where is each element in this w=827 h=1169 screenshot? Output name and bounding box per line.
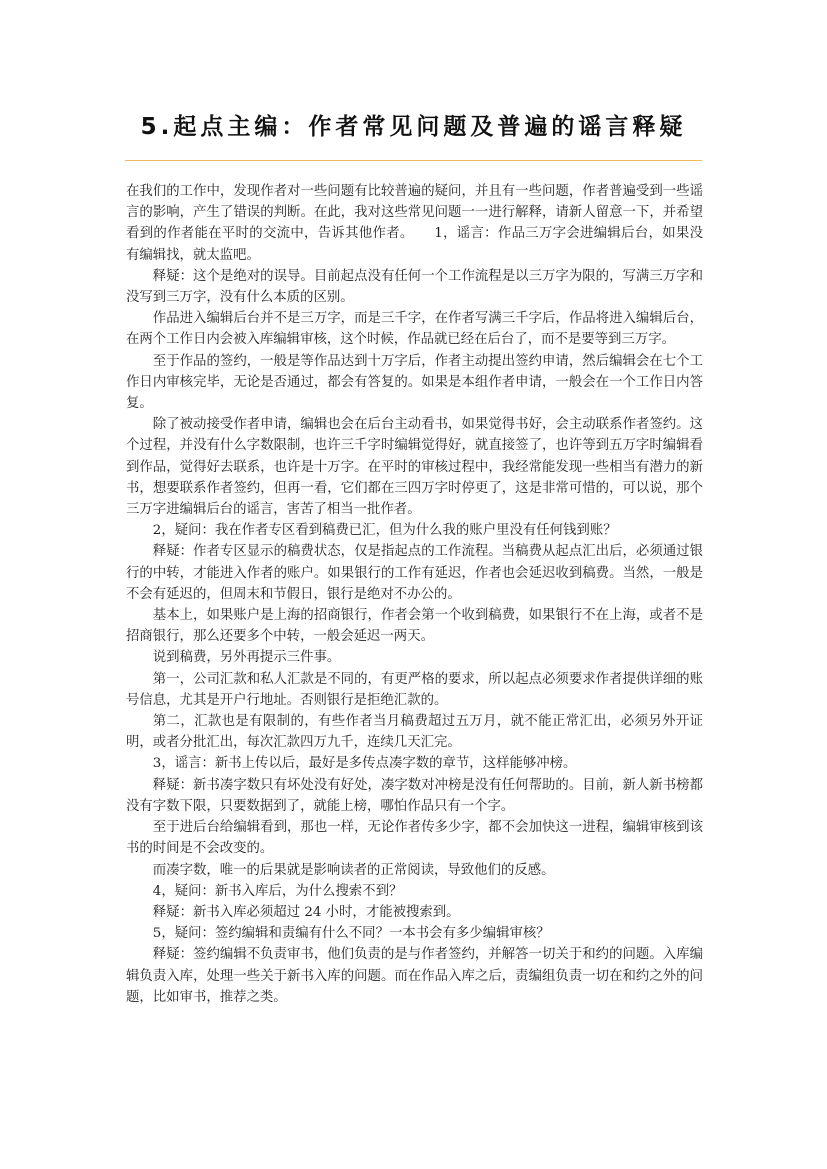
paragraph-18: 5，疑问：签约编辑和责编有什么不同？一本书会有多少编辑审核？ [152,926,550,942]
paragraph-12: 3，谣言：新书上传以后，最好是多传点凑字数的章节，这样能够冲榜。 [152,756,577,772]
title-divider [125,160,702,161]
document-body [126,181,703,1008]
paragraph-19: 释疑：签约编辑不负责审书，他们负责的是与作者签约，并解答一切关于和约的问题。入库编辑负责入库，处理一些关于新书入库的问题。而在作品入库之后，责编组负责一切在和约之外的问题，比如审书，推荐之类。 [126,947,703,1005]
paragraph-3: 作品进入编辑后台并不是三万字，而是三千字，在作者写满三千字后，作品将进入编辑后台，在两个工作日内会被入库编辑审核，这个时候，作品就已经在后台了，而不是要等到三万字。 [126,311,703,348]
paragraph-15: 而凑字数，唯一的后果就是影响读者的正常阅读，导致他们的反感。 [152,862,555,878]
paragraph-16: 4，疑问：新书入库后，为什么搜索不到？ [152,883,403,899]
paragraph-14: 至于进后台给编辑看到，那也一样，无论作者传多少字，都不会加快这一进程，编辑审核到该书的时间是不会改变的。 [126,820,703,857]
paragraph-8: 基本上，如果账户是上海的招商银行，作者会第一个收到稿费，如果银行不在上海，或者不是招商银行，那么还要多个中转，一般会延迟一两天。 [126,608,703,645]
paragraph-7: 释疑：作者专区显示的稿费状态，仅是指起点的工作流程。当稿费从起点汇出后，必须通过银行的中转，才能进入作者的账户。如果银行的工作有延迟，作者也会延迟收到稿费。当然，一般是不会有延迟的，但周末和节假日，银行是绝对不办公的。 [126,544,703,602]
paragraph-6: 2，疑问：我在作者专区看到稿费已汇，但为什么我的账户里没有任何钱到账？ [152,523,617,539]
paragraph-4: 至于作品的签约，一般是等作品达到十万字后，作者主动提出签约申请，然后编辑会在七个工作日内审核完毕，无论是否通过，都会有答复的。如果是本组作者申请，一般会在一个工作日内答复。 [126,353,703,412]
paragraph-1: 在我们的工作中，发现作者对一些问题有比较普遍的疑问，并且有一些问题，作者普遍受到一些谣言的影响，产生了错误的判断。在此，我对这些常见问题一一进行解释，请新人留意一下，并希望看到的作者能在平时的交流中，告诉其他作者。 1，谣言：作品三万字会进编辑后台，如果没有编辑找，就太监吧。 [126,184,703,263]
paragraph-11: 第二，汇款也是有限制的，有些作者当月稿费超过五万月，就不能正常汇出，必须另外开证明，或者分批汇出，每次汇款四万九千，连续几天汇完。 [126,714,703,751]
paragraph-13: 释疑：新书凑字数只有坏处没有好处，凑字数对冲榜是没有任何帮助的。目前，新人新书榜都没有字数下限，只要数据到了，就能上榜，哪怕作品只有一个字。 [126,777,703,814]
document-title: 5.起点主编：作者常见问题及普遍的谣言释疑 [140,114,687,140]
paragraph-5: 除了被动接受作者申请，编辑也会在后台主动看书，如果觉得书好，会主动联系作者签约。这个过程，并没有什么字数限制，也许三千字时编辑觉得好，就直接签了，也许等到五万字时编辑看到作品，觉得好去联系，也许是十万字。在平时的审核过程中，我经常能发现一些相当有潜力的新书，想要联系作者签约，但再一看，它们都在三四万字时停更了，这是非常可惜的，可以说，那个三万字进编辑后台的谣言，害苦了相当一批作者。 [126,417,703,518]
paragraph-9: 说到稿费，另外再提示三件事。 [152,650,341,666]
paragraph-10: 第一，公司汇款和私人汇款是不同的，有更严格的要求，所以起点必须要求作者提供详细的账号信息，尤其是开户行地址。否则银行是拒绝汇款的。 [126,671,703,708]
paragraph-17: 释疑：新书入库必须超过 24 小时，才能被搜索到。 [152,904,460,920]
paragraph-2: 释疑：这个是绝对的误导。目前起点没有任何一个工作流程是以三万字为限的，写满三万字和没写到三万字，没有什么本质的区别。 [126,268,703,306]
